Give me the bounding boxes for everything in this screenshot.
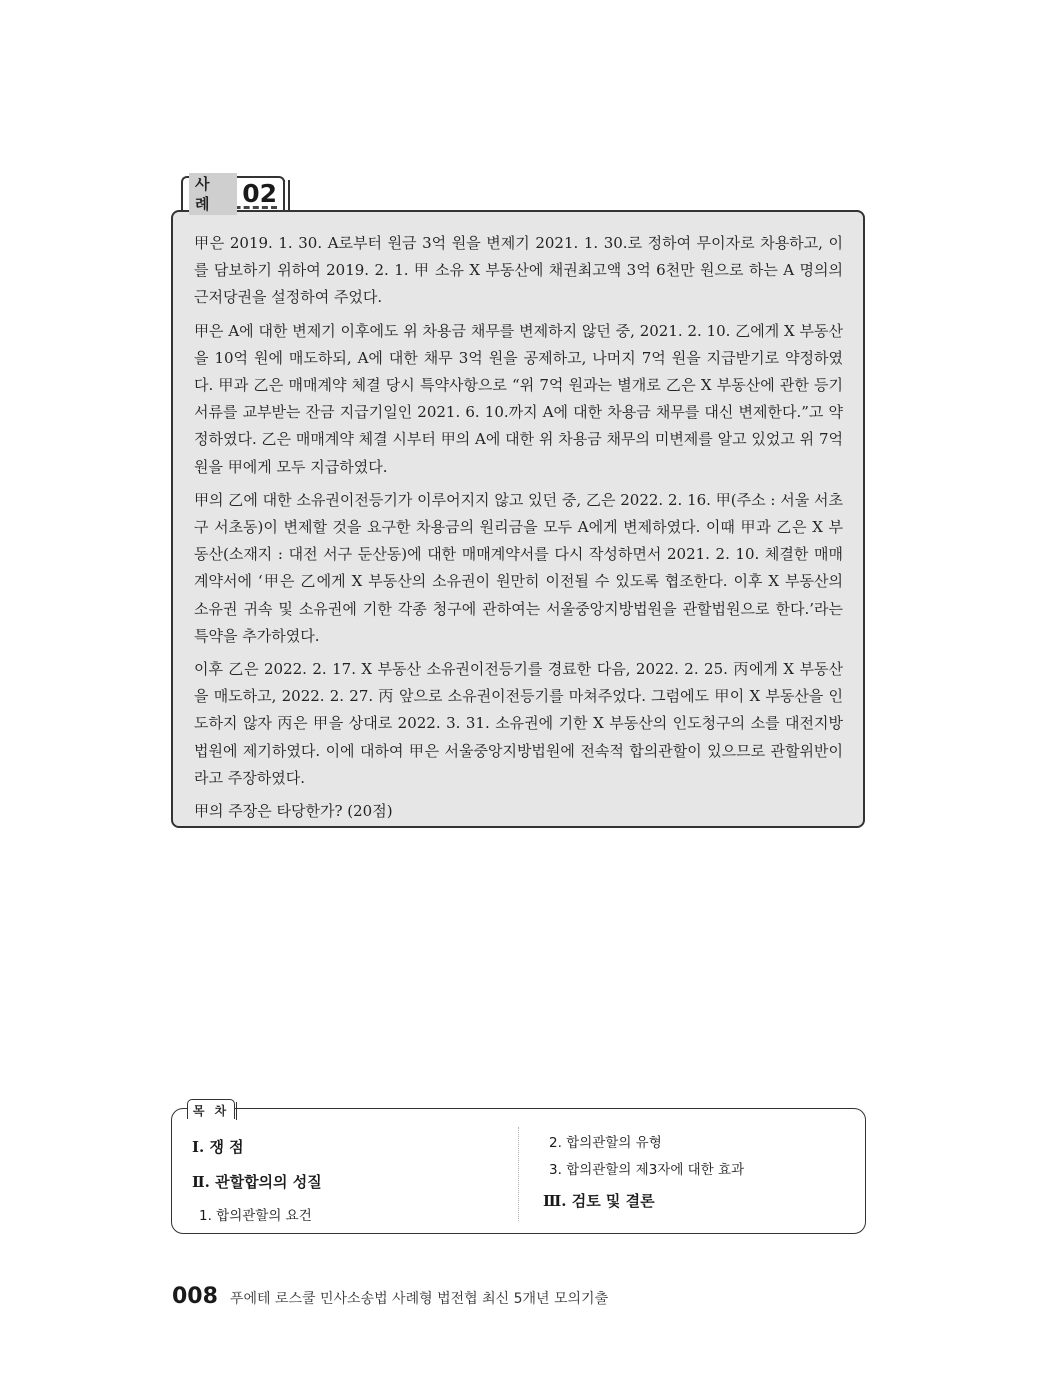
- page-footer: [172, 1284, 608, 1309]
- case-box: [171, 210, 865, 828]
- page-number: 008: [172, 1284, 218, 1309]
- book-title: 푸에테 로스쿨 민사소송법 사례형 법전협 최신 5개년 모의기출: [229, 1291, 609, 1307]
- toc-item-nature: Ⅱ. 관할합의의 성질: [192, 1173, 322, 1191]
- case-number: 02: [242, 179, 277, 208]
- toc-label: 목 차: [192, 1104, 230, 1118]
- toc-tab: [187, 1099, 235, 1119]
- toc-item-requirements: 1. 합의관할의 요건: [199, 1208, 312, 1224]
- toc-item-conclusion: Ⅲ. 검토 및 결론: [543, 1192, 655, 1210]
- case-paragraph-2: 甲은 A에 대한 변제기 이후에도 위 차용금 채무를 변제하지 않던 중, 2021. 2. 10. 乙에게 X 부동산을 10억 원에 매도하되, A에 대한 채무 3억 원을 공제하고, 나머지 7억 원을 지급받기로 약정하였다. 甲과 乙은 매매계약 체결 당시 특약사항으로 “위 7억 원과는 별개로 乙은 X 부동산에 관한 등기서류를 교부받는 잔금 지급기일인 2021. 6. 10.까지 A에 대한 차용금 채무를 대신 변제한다.”고 약정하였다. 乙은 매매계약 체결 시부터 甲의 A에 대한 위 차용금 채무의 미변제를 알고 있었고 위 7억 원을 甲에게 모두 지급하였다.: [194, 321, 843, 476]
- case-question: 甲의 주장은 타당한가? (20점): [194, 802, 393, 821]
- case-paragraph-4: 이후 乙은 2022. 2. 17. X 부동산 소유권이전등기를 경료한 다음, 2022. 2. 25. 丙에게 X 부동산을 매도하고, 2022. 2. 27. 丙 앞으로 소유권이전등기를 마쳐주었다. 그럼에도 甲이 X 부동산을 인도하지 않자 丙은 甲을 상대로 2022. 3. 31. 소유권에 기한 X 부동산의 인도청구의 소를 대전지방법원에 제기하였다. 이에 대하여 甲은 서울중앙지방법원에 전속적 합의관할이 있으므로 관할위반이라고 주장하였다.: [194, 660, 843, 787]
- case-paragraph-1: 甲은 2019. 1. 30. A로부터 원금 3억 원을 변제기 2021. 1. 30.로 정하여 무이자로 차용하고, 이를 담보하기 위하여 2019. 2. 1. 甲 소유 X 부동산에 채권최고액 3억 6천만 원으로 하는 A 명의의 근저당권을 설정하여 주었다.: [194, 234, 843, 307]
- case-paragraph-3: 甲의 乙에 대한 소유권이전등기가 이루어지지 않고 있던 중, 乙은 2022. 2. 16. 甲(주소 : 서울 서초구 서초동)이 변제할 것을 요구한 차용금의 원리금을 모두 A에게 변제하였다. 이때 甲과 乙은 X 부동산(소재지 : 대전 서구 둔산동)에 대한 매매계약서를 다시 작성하면서 2021. 2. 10. 체결한 매매계약서에 ‘甲은 乙에게 X 부동산의 소유권이 원만히 이전될 수 있도록 협조한다. 이후 X 부동산의 소유권 귀속 및 소유권에 기한 각종 청구에 관하여는 서울중앙지방법원을 관할법원으로 한다.’라는 특약을 추가하였다.: [194, 490, 843, 645]
- toc-divider: [518, 1127, 519, 1221]
- toc-item-third-party-effect: 3. 합의관할의 제3자에 대한 효과: [549, 1162, 745, 1178]
- toc-box: [171, 1108, 866, 1234]
- case-tab: [181, 175, 285, 213]
- toc-item-types: 2. 합의관할의 유형: [549, 1135, 662, 1151]
- toc-item-issue: Ⅰ. 쟁 점: [192, 1138, 244, 1156]
- case-label: 사 례: [189, 173, 237, 215]
- case-tab-inner: [189, 175, 277, 213]
